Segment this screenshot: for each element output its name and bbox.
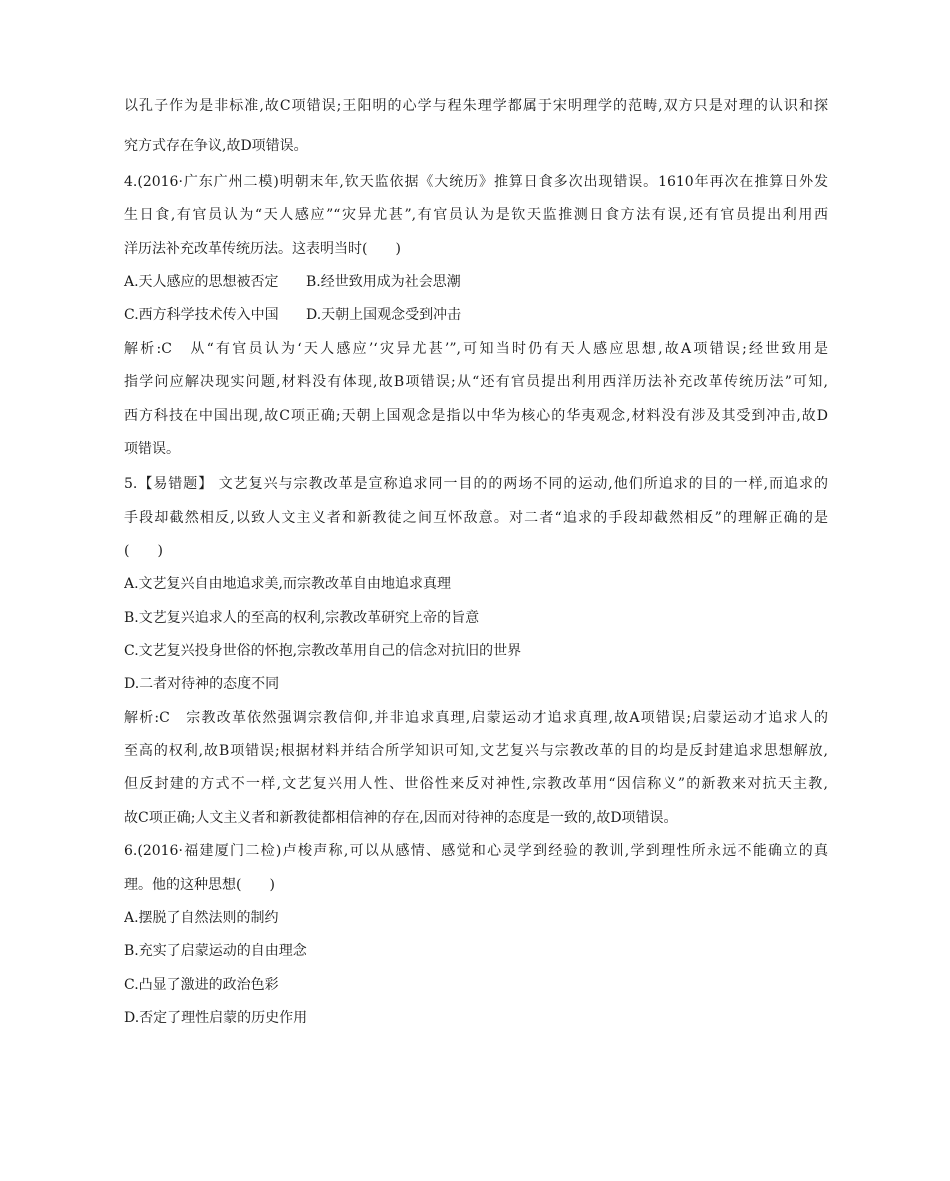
previous-explanation [124, 86, 828, 166]
analysis-line: 故C项正确;人文主义者和新教徒都相信神的存在,因而对待神的态度是一致的,故D项错误。 [124, 809, 678, 826]
option-b: B.经世致用成为社会思潮 [306, 274, 461, 291]
option-b: B.充实了启蒙运动的自由理念 [124, 943, 307, 960]
question-5 [124, 468, 828, 835]
explanation-line: 究方式存在争议,故D项错误。 [124, 138, 308, 154]
option-row [124, 299, 828, 332]
question-stem-line: 洋历法补充改革传统历法。这表明当时( ) [124, 240, 401, 257]
option-c: C.文艺复兴投身世俗的怀抱,宗教改革用自己的信念对抗旧的世界 [124, 643, 522, 660]
option-d: D.否定了理性启蒙的历史作用 [124, 1009, 308, 1026]
option-c: C.西方科学技术传入中国 [124, 307, 279, 324]
question-stem-line: 生日食,有官员认为“天人感应”“灾异尤甚”,有官员认为是钦天监推测日食方法有误,还有官员提出利用西 [124, 207, 828, 224]
analysis-line: 项错误。 [124, 440, 180, 457]
option-a: A.文艺复兴自由地追求美,而宗教改革自由地追求真理 [124, 576, 452, 593]
question-stem-line: 4.(2016·广东广州二模)明朝末年,钦天监依据《大统历》推算日食多次出现错误。1610年再次在推算日外发 [124, 174, 828, 190]
option-b: B.文艺复兴追求人的至高的权利,宗教改革研究上帝的旨意 [124, 609, 480, 626]
question-stem-line: ( ) [124, 542, 163, 559]
analysis-line: 至高的权利,故B项错误;根据材料并结合所学知识可知,文艺复兴与宗教改革的目的均是反封建追求思想解放, [124, 743, 828, 760]
question-stem-line: 5.【易错题】 文艺复兴与宗教改革是宣称追求同一目的的两场不同的运动,他们所追求的目的一样,而追求的 [124, 476, 828, 493]
question-list [124, 166, 828, 1035]
question-6 [124, 835, 828, 1035]
question-stem-line: 手段却截然相反,以致人文主义者和新教徒之间互怀敌意。对二者“追求的手段却截然相反”的理解正确的是 [124, 509, 828, 526]
analysis-line: 解析:C 宗教改革依然强调宗教信仰,并非追求真理,启蒙运动才追求真理,故A项错误;启蒙运动才追求人的 [124, 709, 828, 726]
option-d: D.天朝上国观念受到冲击 [306, 307, 462, 324]
option-a: A.摆脱了自然法则的制约 [124, 909, 279, 926]
analysis-line: 西方科技在中国出现,故C项正确;天朝上国观念是指以中华为核心的华夷观念,材料没有涉及其受到冲击,故D [124, 407, 828, 424]
option-row [124, 266, 828, 299]
question-stem-line: 理。他的这种思想( ) [124, 876, 275, 893]
question-4 [124, 166, 828, 466]
document-page [124, 86, 828, 1035]
option-a: A.天人感应的思想被否定 [124, 274, 279, 291]
analysis-line: 指学问应解决现实问题,材料没有体现,故B项错误;从“还有官员提出利用西洋历法补充改革传统历法”可知, [124, 374, 828, 391]
option-d: D.二者对待神的态度不同 [124, 676, 280, 693]
analysis-line: 解析:C 从“有官员认为‘天人感应’‘灾异尤甚’”,可知当时仍有天人感应思想,故A项错误;经世致用是 [124, 340, 828, 357]
question-stem-line: 6.(2016·福建厦门二检)卢梭声称,可以从感情、感觉和心灵学到经验的教训,学到理性所永远不能确立的真 [124, 843, 828, 860]
explanation-line: 以孔子作为是非标准,故C项错误;王阳明的心学与程朱理学都属于宋明理学的范畴,双方只是对理的认识和探 [124, 98, 828, 114]
analysis-line: 但反封建的方式不一样,文艺复兴用人性、世俗性来反对神性,宗教改革用“因信称义”的新教来对抗天主教, [124, 776, 828, 793]
option-c: C.凸显了激进的政治色彩 [124, 976, 279, 993]
